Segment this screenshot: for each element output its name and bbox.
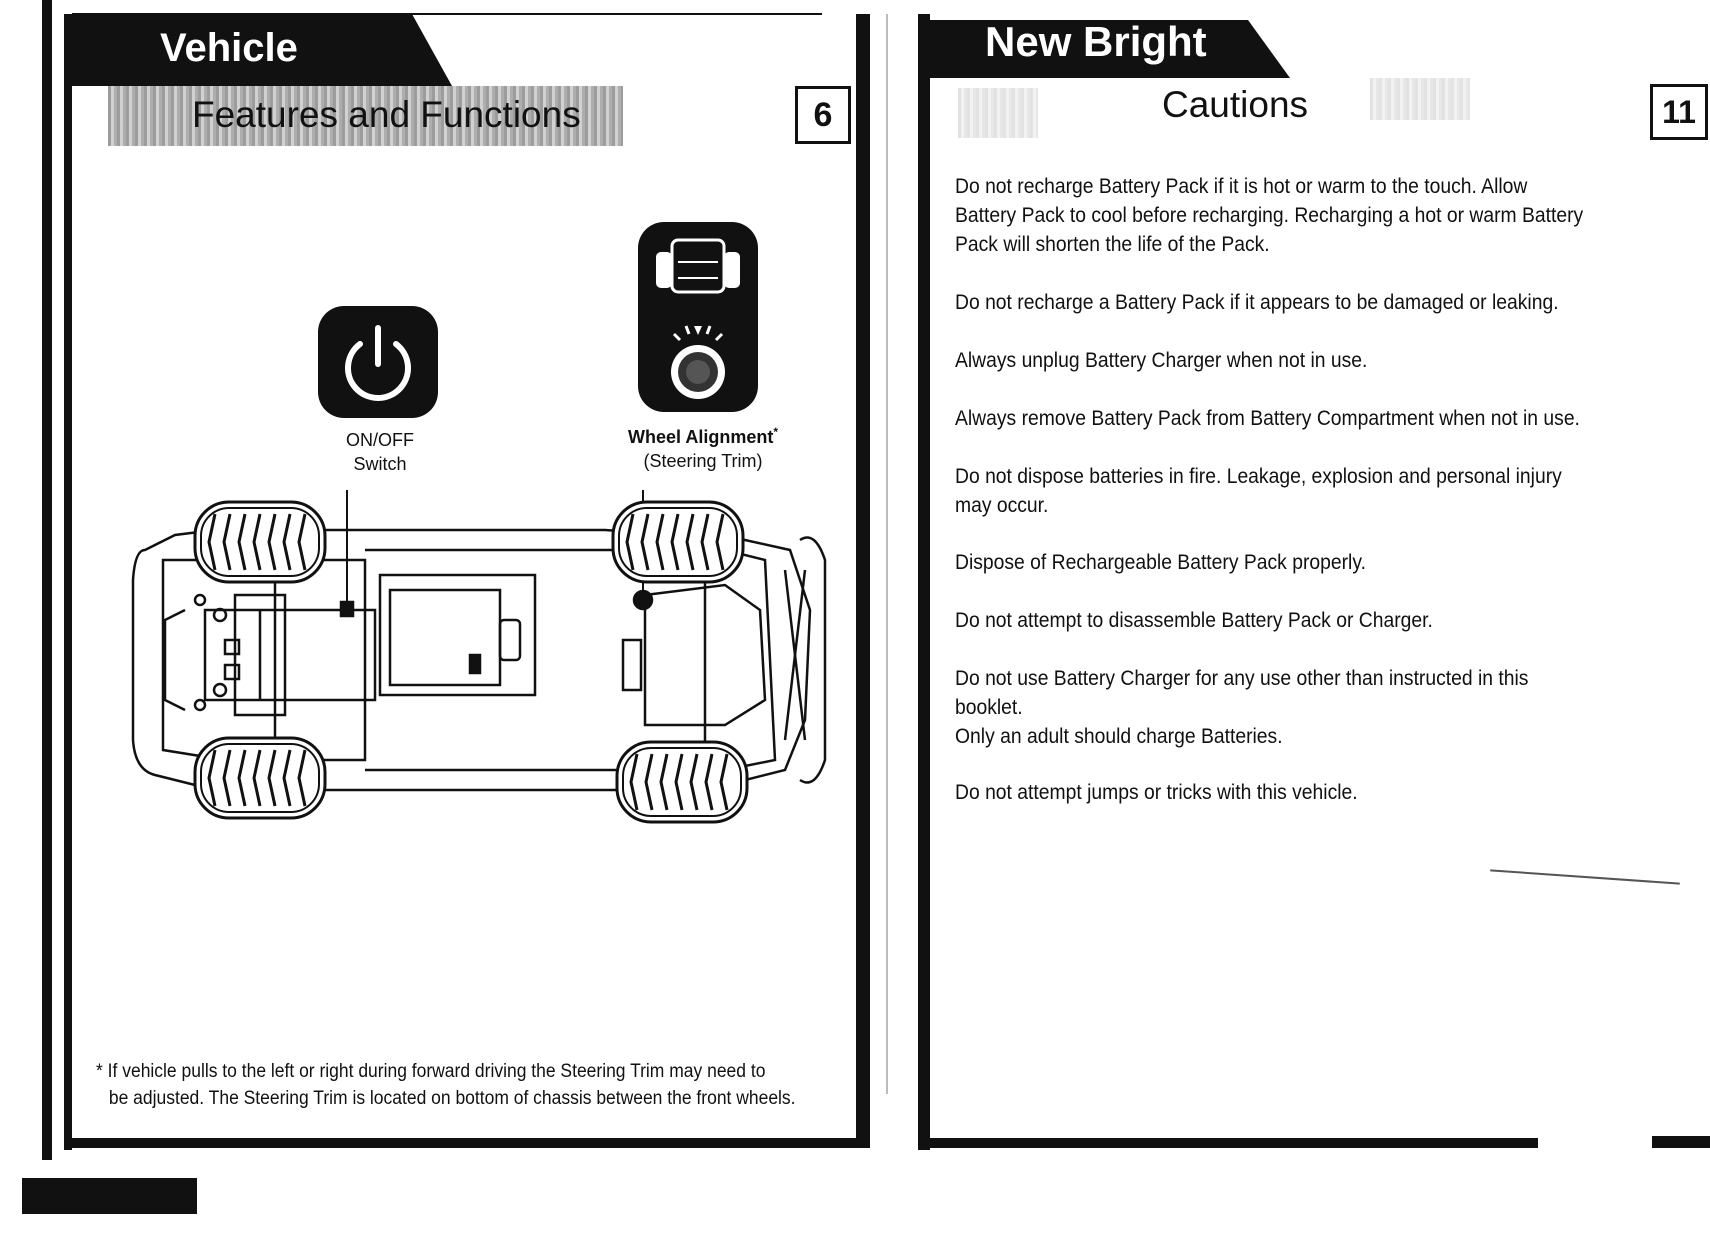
- steering-trim-label: (Steering Trim): [643, 451, 763, 471]
- power-icon: [318, 306, 438, 418]
- wheel-alignment-label: [608, 420, 798, 473]
- wheel-alignment-title: [608, 420, 798, 449]
- right-page-left-border: [918, 14, 930, 1150]
- caution-7: Do not attempt to disassemble Battery Pack or Charger.: [955, 609, 1433, 632]
- cautions-band-right: [1370, 78, 1470, 120]
- right-page-bottom-border-right: [1652, 1136, 1710, 1148]
- wheel-alignment-text: Wheel Alignment: [627, 427, 774, 447]
- caution-4: Always remove Battery Pack from Battery Compartment when not in use.: [955, 407, 1580, 430]
- left-page-corner-block: [22, 1178, 197, 1214]
- caution-10: Do not attempt jumps or tricks with this vehicle.: [955, 781, 1358, 804]
- left-page-outer-border: [42, 0, 52, 1160]
- caution-3: Always unplug Battery Charger when not in use.: [955, 349, 1368, 372]
- page-number-box-right: 11: [1650, 84, 1708, 140]
- footnote: [96, 1058, 856, 1112]
- left-page-right-border: [856, 14, 870, 1148]
- right-page-bottom-border: [918, 1138, 1538, 1148]
- footnote-line2: be adjusted. The Steering Trim is located on bottom of chassis between the front wheels.: [108, 1088, 796, 1109]
- footnote-line1: * If vehicle pulls to the left or right during forward driving the Steering Trim may need to: [96, 1061, 766, 1082]
- wheel-alignment-asterisk: *: [773, 425, 778, 439]
- page-heading: Features and Functions: [192, 94, 581, 135]
- on-off-label: [330, 428, 430, 476]
- page-number-box: 6: [795, 86, 851, 144]
- caution-5: Do not dispose batteries in fire. Leakage, explosion and personal injury may occur.: [955, 465, 1562, 517]
- scan-artifact-line: [1490, 869, 1680, 884]
- vehicle-chassis-diagram: [125, 490, 845, 830]
- cautions-band-left: [958, 88, 1038, 138]
- caution-2: Do not recharge a Battery Pack if it appears to be damaged or leaking.: [955, 291, 1559, 314]
- caution-9: Only an adult should charge Batteries.: [955, 725, 1283, 748]
- caution-1: Do not recharge Battery Pack if it is hot or warm to the touch. Allow Battery Pack to cool before recharging. Recharging a hot or warm Battery Pack will shorten the life of the Pack.: [955, 175, 1584, 256]
- cautions-heading: Cautions: [1162, 84, 1309, 125]
- on-off-label-line2: Switch: [353, 454, 407, 474]
- steering-trim-icon: [638, 222, 758, 412]
- left-page-inner-border: [64, 14, 72, 1150]
- spine-rule: [886, 14, 888, 1094]
- section-tab-title: Vehicle: [160, 26, 298, 70]
- left-page-bottom-border: [64, 1138, 870, 1148]
- on-off-label-line1: ON/OFF: [346, 430, 414, 450]
- brand-tab-title: New Bright: [985, 18, 1207, 65]
- caution-6: Dispose of Rechargeable Battery Pack properly.: [955, 551, 1366, 574]
- caution-8: Do not use Battery Charger for any use other than instructed in this booklet.: [955, 667, 1529, 719]
